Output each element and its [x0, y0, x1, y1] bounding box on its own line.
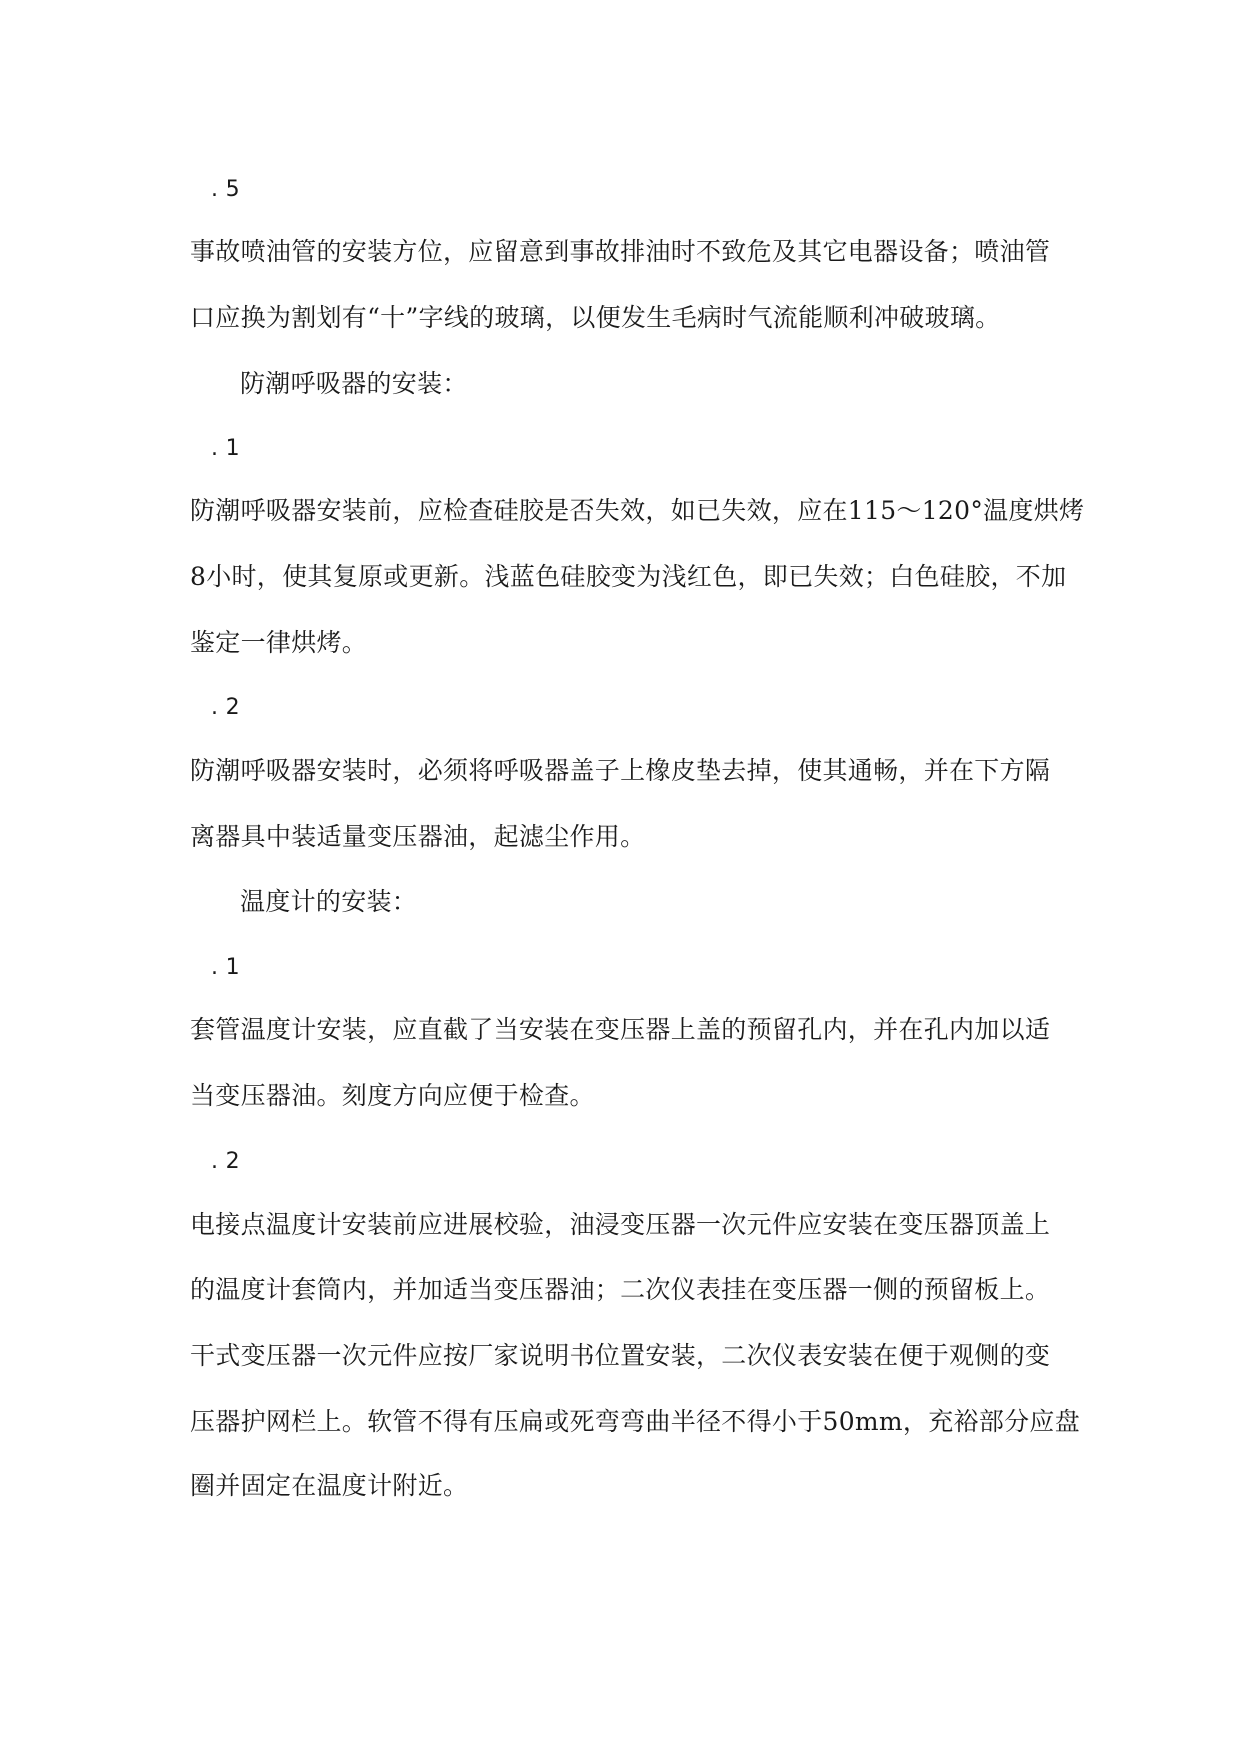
paragraph-line: 事故喷油管的安装方位，应留意到事故排油时不致危及其它电器设备；喷油管 [190, 237, 1051, 266]
paragraph-line: 套管温度计安装，应直截了当安装在变压器上盖的预留孔内，并在孔内加以适 [190, 1015, 1051, 1044]
section-number: . 1 [211, 955, 240, 980]
paragraph-line: 干式变压器一次元件应按厂家说明书位置安装，二次仪表安装在便于观侧的变 [190, 1341, 1051, 1370]
paragraph-line: 离器具中装适量变压器油，起滤尘作用。 [190, 822, 646, 851]
paragraph-line: 防潮呼吸器安装前，应检查硅胶是否失效，如已失效，应在115～120°温度烘烤 [190, 496, 1085, 525]
section-number: . 5 [211, 177, 240, 202]
paragraph-line: 圈并固定在温度计附近。 [190, 1471, 469, 1500]
section-number: . 2 [211, 695, 240, 720]
section-number: . 1 [211, 436, 240, 461]
section-heading: 防潮呼吸器的安装： [240, 369, 468, 398]
paragraph-line: 当变压器油。刻度方向应便于检查。 [190, 1081, 595, 1110]
paragraph-line: 压器护网栏上。软管不得有压扁或死弯弯曲半径不得小于50mm，充裕部分应盘 [190, 1407, 1081, 1436]
paragraph-line: 鉴定一律烘烤。 [190, 628, 368, 657]
paragraph-line: 电接点温度计安装前应进展校验，油浸变压器一次元件应安装在变压器顶盖上 [190, 1210, 1051, 1239]
paragraph-line: 防潮呼吸器安装时，必须将呼吸器盖子上橡皮垫去掉，使其通畅，并在下方隔 [190, 756, 1051, 785]
section-heading: 温度计的安装： [240, 887, 418, 916]
paragraph-line: 口应换为割划有“十”字线的玻璃，以便发生毛病时气流能顺利冲破玻璃。 [190, 303, 1001, 332]
section-number: . 2 [211, 1149, 240, 1174]
paragraph-line: 的温度计套筒内，并加适当变压器油；二次仪表挂在变压器一侧的预留板上。 [190, 1275, 1051, 1304]
paragraph-line: 8小时，使其复原或更新。浅蓝色硅胶变为浅红色，即已失效；白色硅胶，不加 [190, 562, 1067, 591]
